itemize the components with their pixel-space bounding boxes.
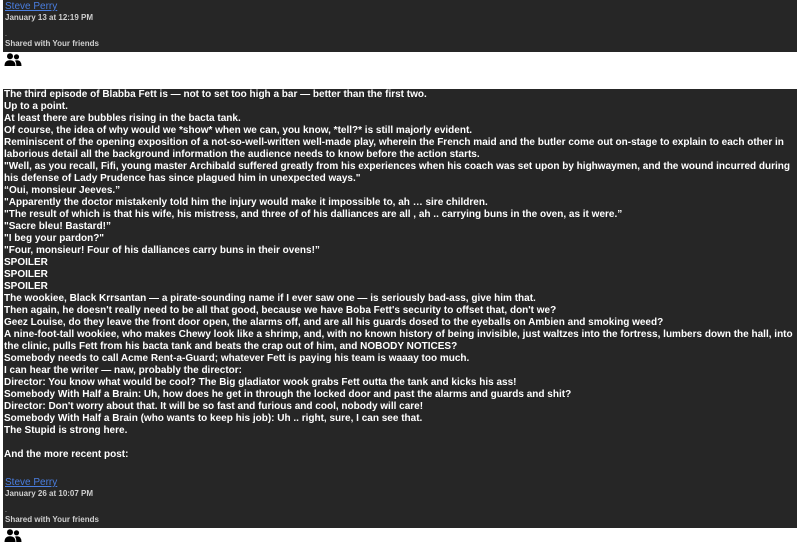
post-line: SPOILER (4, 269, 48, 280)
post-header-1 (3, 0, 797, 52)
post-line: I can hear the writer — naw, probably the director: (4, 365, 243, 376)
post-line: Somebody With Half a Brain: Uh, how does he get in through the locked door and past the alarms and guards and shit? (4, 389, 572, 400)
post-line: A nine-foot-tall wookiee, who makes Chewy look like a shrimp, and, with no known history of being invisible, just waltzes into the fortress, lumbers down the hall, into the clinic, pulls Fett from his bacta tank and beats the crap out of him, and NOBODY NOTICES? (4, 329, 793, 352)
post-line: Then again, he doesn't really need to be all that good, because we have Boba Fett's security to offset that, don't we? (4, 305, 557, 316)
post-line: "The result of which is that his wife, his mistress, and three of of his dalliances are all , ah .. carrying buns in the oven, as it were.” (4, 209, 623, 220)
post-header-2 (3, 476, 797, 528)
post-line: And the more recent post: (4, 449, 129, 460)
friends-icon[interactable] (4, 53, 22, 66)
separator-dot: . (5, 507, 7, 514)
audience-label: Shared with Your friends (5, 39, 99, 48)
post-line: At least there are bubbles rising in the bacta tank. (4, 113, 241, 124)
post-line: “Oui, monsieur Jeeves.” (4, 185, 121, 196)
post-line: "I beg your pardon?" (4, 233, 105, 244)
post-line: SPOILER (4, 257, 48, 268)
post-line: Reminiscent of the opening exposition of a not-so-well-written well-made play, wherein the French maid and the butler come out on-stage to explain to each other in laborious detail all the background information the audience needs to know before the action starts. (4, 137, 784, 160)
post-body (3, 89, 797, 476)
post-line: Somebody With Half a Brain (who wants to keep his job): Uh .. right, sure, I can see that. (4, 413, 423, 424)
post-line: The Stupid is strong here. (4, 425, 128, 436)
separator-dot: . (5, 31, 7, 38)
post-timestamp[interactable]: January 13 at 12:19 PM (5, 13, 94, 22)
author-link[interactable]: Steve Perry (5, 477, 58, 488)
post-line: The third episode of Blabba Fett is — not to set too high a bar — better than the first two. (4, 89, 427, 100)
post-line: The wookiee, Black Krrsantan — a pirate-sounding name if I ever saw one — is seriously bad-ass, give him that. (4, 293, 536, 304)
friends-icon[interactable] (4, 529, 22, 542)
audience-label: Shared with Your friends (5, 515, 99, 524)
post-line: Of course, the idea of why would we *show* when we can, you know, *tell?* is still majorly evident. (4, 125, 473, 136)
post-line: Director: You know what would be cool? The Big gladiator wook grabs Fett outta the tank and kicks his ass! (4, 377, 517, 388)
blank-line (4, 437, 797, 449)
post-line: SPOILER (4, 281, 48, 292)
post-line: "Well, as you recall, Fifi, young master Archibald suffered greatly from his experiences when his coach was set upon by highwaymen, and the wound incurred during his defense of Lady Prudence has since plagued him in unexpected ways." (4, 161, 791, 184)
post-line: "Apparently the doctor mistakenly told him the injury would make it impossible to, ah … sire children. (4, 197, 488, 208)
post-timestamp[interactable]: January 26 at 10:07 PM (5, 489, 94, 498)
post-line: "Four, monsieur! Four of his dalliances carry buns in their ovens!” (4, 245, 320, 256)
author-link[interactable]: Steve Perry (5, 1, 58, 12)
post-line: Up to a point. (4, 101, 68, 112)
post-line: Director: Don't worry about that. It will be so fast and furious and cool, nobody will care! (4, 401, 424, 412)
post-line: Geez Louise, do they leave the front door open, the alarms off, and are all his guards dosed to the eyeballs on Ambien and smoking weed? (4, 317, 664, 328)
post-line: Somebody needs to call Acme Rent-a-Guard; whatever Fett is paying his team is waaay too much. (4, 353, 470, 364)
post-line: "Sacre bleu! Bastard!” (4, 221, 111, 232)
